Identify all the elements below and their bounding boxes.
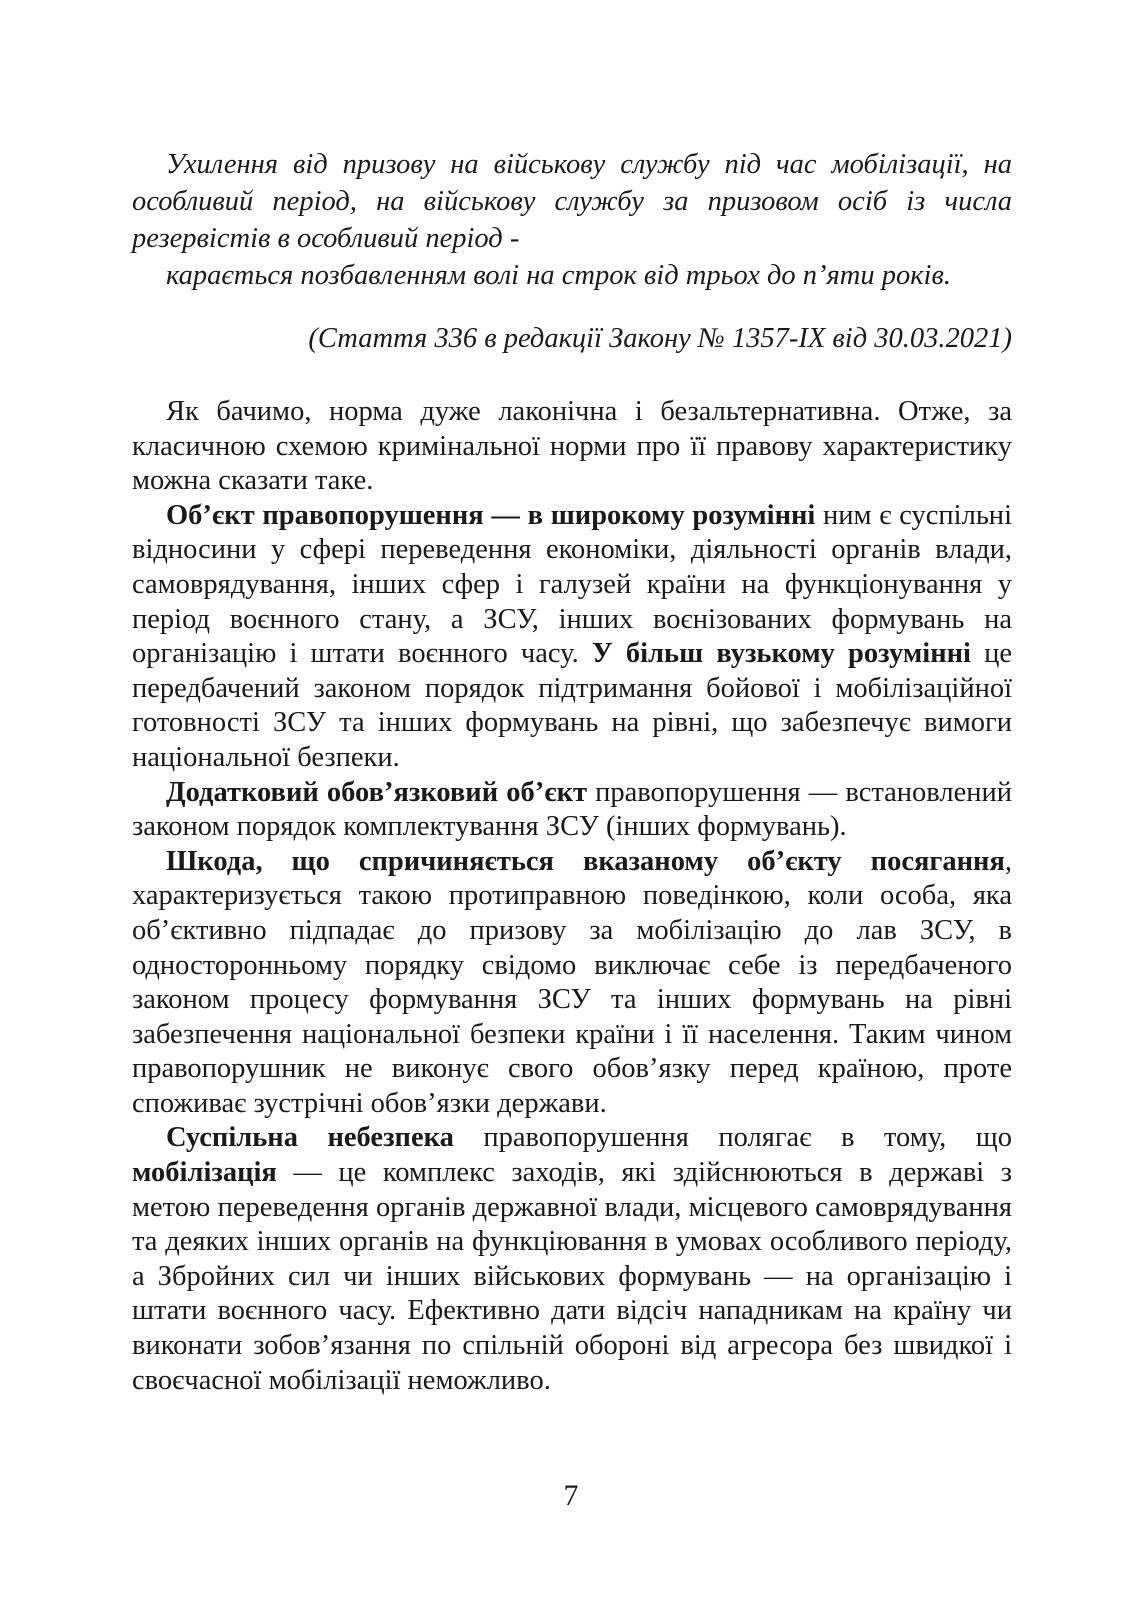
body-text — [132, 395, 1012, 1398]
paragraph-harm-text: , характеризується такою протиправною поведінкою, коли особа, яка об’єктивно підпадає до призову за мобілізацію до лав ЗСУ, в односторонньому порядку свідомо виключає себе із передбаченого законом процесу формування ЗСУ та інших формувань на рівні забезпечення національної безпеки країни і її населення. Таким чином правопорушник не виконує свого обов’язку перед країною, проте споживає зустрічні обов’язки держави. — [132, 845, 1012, 1119]
paragraph-additional-object-text: правопорушення — встановлений законом порядок комплектування ЗСУ (інших формувань). — [132, 776, 1013, 843]
paragraph-object-text-2: це передбачений законом порядок підтримання бойової і мобілізаційної готовності ЗСУ та інших формувань на рівні, що забезпечує вимоги національної безпеки. — [132, 638, 1013, 773]
term-additional-object: Додатковий обов’язковий об’єкт — [166, 776, 588, 808]
term-public-danger: Суспільна небезпека — [166, 1122, 454, 1154]
term-harm: Шкода, що спричиняється вказаному об’єкту посягання — [166, 845, 1005, 877]
quote-sanction: карається позбавленням волі на строк від трьох до п’яти років. — [166, 260, 951, 291]
paragraph-object-text-1: ним є суспільні відносини у сфері переведення економіки, діяльності органів влади, самоврядування, інших сфер і галузей країни на функціонування у період воєнного стану, а ЗСУ, інших воєнізованих формувань на організацію і штати воєнного часу. — [132, 499, 1012, 670]
page-number: 7 — [563, 1479, 579, 1512]
paragraph-public-danger-text-1: правопорушення полягає в тому, що — [453, 1122, 1012, 1154]
law-citation: (Стаття 336 в редакції Закону № 1357-IX від 30.03.2021) — [308, 323, 1012, 354]
quote-disposition: Ухилення від призову на військову службу під час мобілізації, на особливий період, на військову службу за призовом осіб із числа резервістів в особливий період - — [132, 149, 1012, 254]
paragraph-additional-object — [132, 776, 1012, 845]
paragraph-intro-text: Як бачимо, норма дуже лаконічна і безальтернативна. Отже, за класичною схемою кримінальної норми про її правову характеристику можна сказати таке. — [132, 396, 1012, 497]
term-object: Об’єкт правопорушення — в широкому розумінні — [166, 499, 816, 531]
paragraph-intro — [132, 395, 1012, 499]
paragraph-public-danger — [132, 1121, 1012, 1398]
term-mobilization: мобілізація — [132, 1157, 277, 1189]
paragraph-object — [132, 499, 1012, 776]
law-quote — [132, 146, 1012, 294]
term-narrow-sense: У більш вузькому розумінні — [591, 638, 971, 670]
document-page — [132, 146, 1012, 1398]
paragraph-harm — [132, 845, 1012, 1122]
paragraph-public-danger-text-2: — це комплекс заходів, які здійснюються в державі з метою переведення органів державної влади, місцевого самоврядування та деяких інших органів на функціювання в умовах особливого періоду, а Збройних сил чи інших військових формувань — на організацію і штати воєнного часу. Ефективно дати відсіч нападникам на країну чи виконати зобов’язання по спільній обороні від агресора без швидкої і своєчасної мобілізації неможливо. — [132, 1157, 1012, 1396]
